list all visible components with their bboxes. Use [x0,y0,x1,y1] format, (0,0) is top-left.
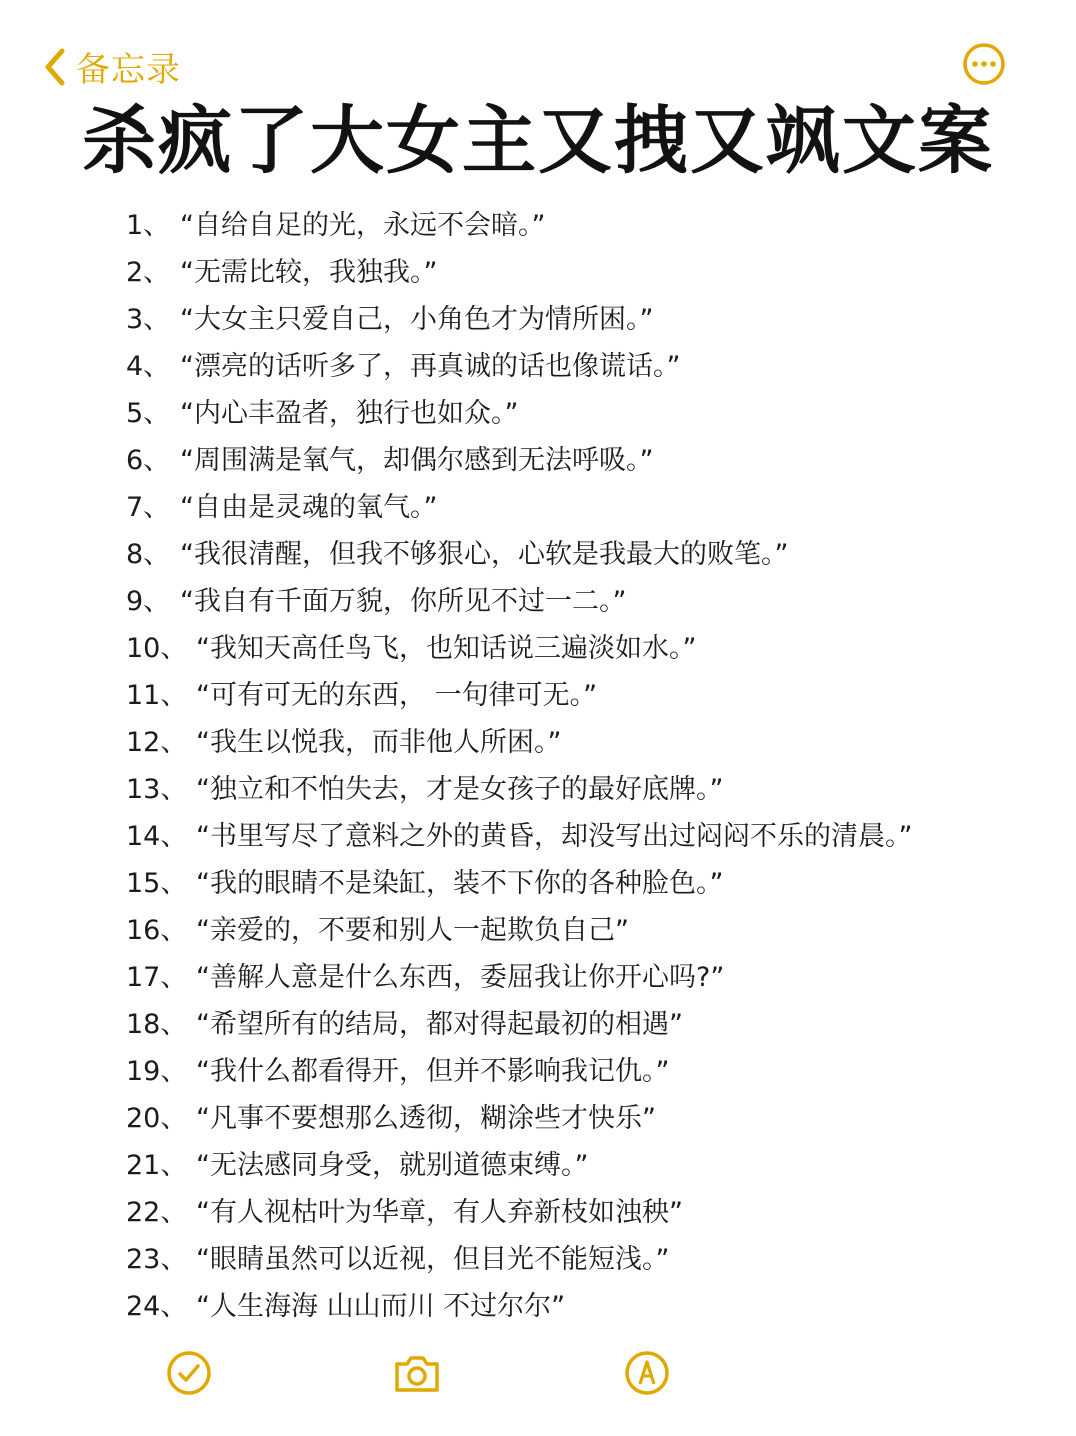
quote-text: “我什么都看得开，但并不影响我记仇。” [196,1056,670,1087]
quote-number: 22、 [126,1197,188,1228]
quote-text: “大女主只爱自己，小角色才为情所困。” [180,304,654,335]
quote-item [126,766,912,813]
bottom-toolbar [0,1350,1076,1406]
quote-number: 8、 [126,539,171,570]
quote-text: “自由是灵魂的氧气。” [180,492,438,523]
quote-number: 20、 [126,1103,188,1134]
quote-text: “自给自足的光，永远不会暗。” [180,210,546,241]
page-title: 杀疯了大女主又拽又飒文案 [82,98,994,184]
quote-number: 17、 [126,962,188,993]
quote-text: “人生海海 山山而川 不过尔尔” [196,1291,566,1322]
markup-button[interactable] [624,1350,670,1396]
more-icon [962,42,1006,86]
quote-text: “独立和不怕失去，才是女孩子的最好底牌。” [196,774,724,805]
quote-number: 13、 [126,774,188,805]
quote-number: 6、 [126,445,171,476]
quote-text: “我的眼睛不是染缸，装不下你的各种脸色。” [196,868,724,899]
quote-text: “善解人意是什么东西，委屈我让你开心吗?” [196,962,725,993]
markup-icon [624,1350,670,1396]
quote-number: 11、 [126,680,188,711]
quote-number: 9、 [126,586,171,617]
quote-item [126,578,912,625]
quote-number: 19、 [126,1056,188,1087]
back-label: 备忘录 [76,50,181,90]
chevron-left-icon [44,48,66,86]
quote-text: “漂亮的话听多了，再真诚的话也像谎话。” [180,351,681,382]
quote-item [126,813,912,860]
quote-number: 12、 [126,727,188,758]
quote-number: 2、 [126,257,171,288]
quote-item [126,531,912,578]
quote-text: “我知天高任鸟飞，也知话说三遍淡如水。” [196,633,697,664]
quote-item [126,484,912,531]
quote-number: 4、 [126,351,171,382]
quote-text: “无需比较，我独我。” [180,257,438,288]
quote-item [126,672,912,719]
quote-item [126,954,912,1001]
quote-item [126,860,912,907]
quote-number: 10、 [126,633,188,664]
quote-item [126,1189,912,1236]
quote-text: “我生以悦我，而非他人所困。” [196,727,562,758]
quote-number: 18、 [126,1009,188,1040]
quote-number: 7、 [126,492,171,523]
quote-text: “眼睛虽然可以近视，但目光不能短浅。” [196,1244,670,1275]
quote-text: “亲爱的，不要和别人一起欺负自己” [196,915,629,946]
quote-text: “希望所有的结局，都对得起最初的相遇” [196,1009,683,1040]
quote-item [126,343,912,390]
quote-item [126,625,912,672]
back-button[interactable] [44,42,181,91]
quote-item [126,1048,912,1095]
quote-number: 3、 [126,304,171,335]
quote-number: 15、 [126,868,188,899]
quote-text: “周围满是氧气，却偶尔感到无法呼吸。” [180,445,654,476]
quote-number: 24、 [126,1291,188,1322]
quote-text: “内心丰盈者，独行也如众。” [180,398,519,429]
quote-number: 21、 [126,1150,188,1181]
quote-list [126,202,912,1330]
quote-text: “我很清醒，但我不够狠心，心软是我最大的败笔。” [180,539,789,570]
quote-item [126,1236,912,1283]
quote-item [126,296,912,343]
quote-item [126,1095,912,1142]
quote-item [126,1142,912,1189]
more-button[interactable] [962,42,1006,86]
quote-item [126,390,912,437]
quote-text: “书里写尽了意料之外的黄昏，却没写出过闷闷不乐的清晨。” [196,821,913,852]
quote-number: 14、 [126,821,188,852]
quote-text: “无法感同身受，就别道德束缚。” [196,1150,589,1181]
quote-number: 16、 [126,915,188,946]
quote-number: 1、 [126,210,171,241]
quote-item [126,1001,912,1048]
camera-icon [392,1350,442,1396]
quote-item [126,249,912,296]
quote-text: “有人视枯叶为华章，有人弃新枝如浊秧” [196,1197,683,1228]
quote-number: 23、 [126,1244,188,1275]
quote-text: “凡事不要想那么透彻，糊涂些才快乐” [196,1103,656,1134]
checklist-icon [166,1350,212,1396]
camera-button[interactable] [392,1350,438,1396]
quote-item [126,1283,912,1330]
quote-item [126,907,912,954]
quote-item [126,202,912,249]
quote-number: 5、 [126,398,171,429]
checklist-button[interactable] [166,1350,212,1396]
quote-text: “我自有千面万貌，你所见不过一二。” [180,586,627,617]
quote-text: “可有可无的东西， 一句律可无。” [196,680,598,711]
quote-item [126,719,912,766]
quote-item [126,437,912,484]
